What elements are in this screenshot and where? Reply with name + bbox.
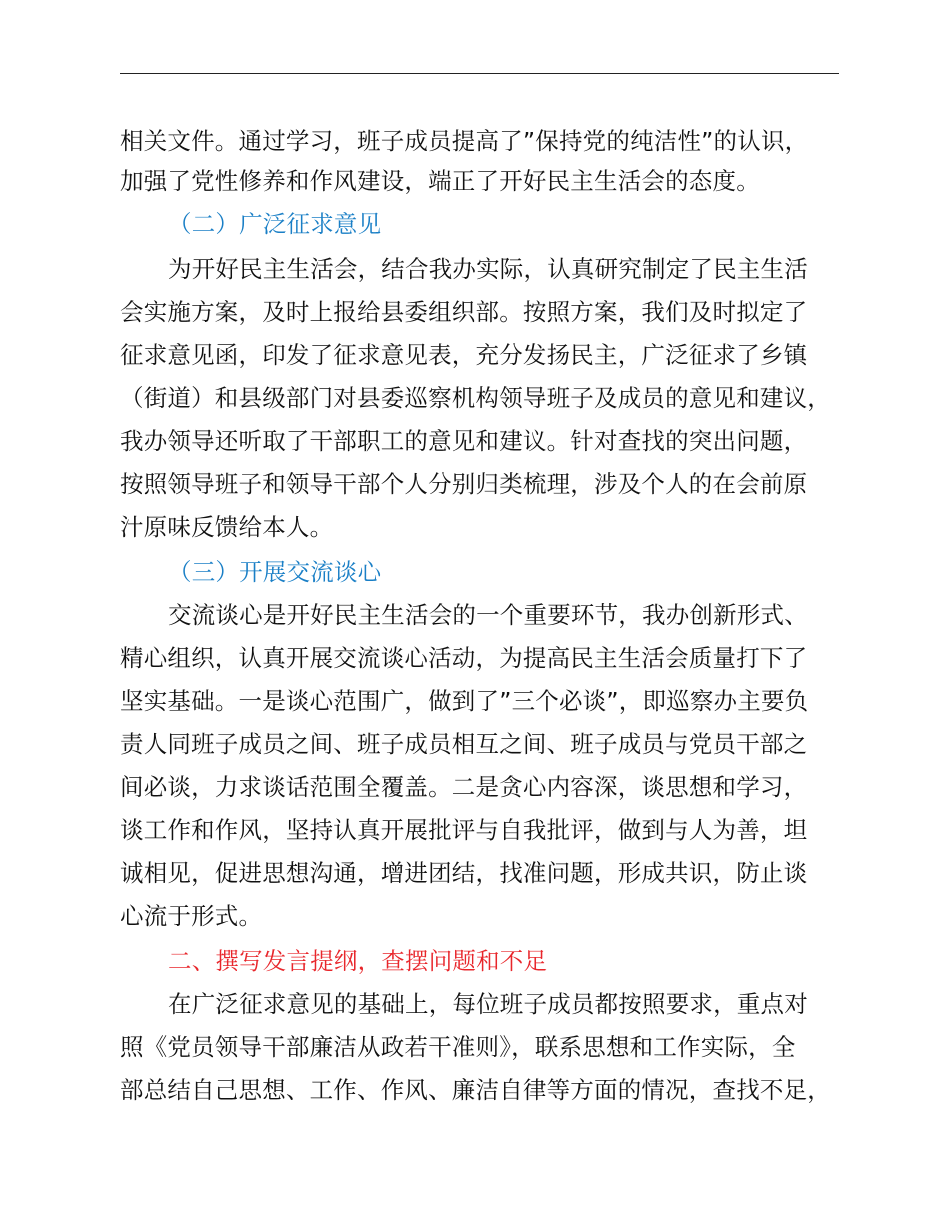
chapter-heading-2: 二、撰写发言提纲，查摆问题和不足 bbox=[168, 947, 548, 975]
body-text-line: 交流谈心是开好民主生活会的一个重要环节，我办创新形式、 bbox=[168, 601, 808, 629]
body-text-line: 间必谈，力求谈话范围全覆盖。二是贪心内容深，谈思想和学习， bbox=[120, 773, 808, 801]
section-heading-2: （二）广泛征求意见 bbox=[168, 210, 382, 238]
body-text-line: 征求意见函，印发了征求意见表，充分发扬民主，广泛征求了乡镇 bbox=[120, 341, 808, 369]
body-text-line: 我办领导还听取了干部职工的意见和建议。针对查找的突出问题， bbox=[120, 427, 808, 455]
body-text-line: 汁原味反馈给本人。 bbox=[120, 513, 334, 541]
body-text-line: 为开好民主生活会，结合我办实际，认真研究制定了民主生活 bbox=[168, 255, 808, 283]
body-text-line: 诚相见，促进思想沟通，增进团结，找准问题，形成共识，防止谈 bbox=[120, 859, 808, 887]
body-text-line: 照《党员领导干部廉洁从政若干准则》，联系思想和工作实际，全 bbox=[120, 1033, 796, 1061]
section-heading-3: （三）开展交流谈心 bbox=[168, 558, 382, 586]
body-text-line: 坚实基础。一是谈心范围广，做到了”三个必谈”，即巡察办主要负 bbox=[120, 687, 809, 715]
body-text-line: 会实施方案，及时上报给县委组织部。按照方案，我们及时拟定了 bbox=[120, 298, 808, 326]
header-rule bbox=[120, 73, 839, 74]
body-text-line: 相关文件。通过学习，班子成员提高了”保持党的纯洁性”的认识， bbox=[120, 127, 809, 155]
body-text-line: 责人同班子成员之间、班子成员相互之间、班子成员与党员干部之 bbox=[120, 730, 808, 758]
body-text-line: 按照领导班子和领导干部个人分别归类梳理，涉及个人的在会前原 bbox=[120, 470, 808, 498]
body-text-line: 加强了党性修养和作风建设，端正了开好民主生活会的态度。 bbox=[120, 167, 760, 195]
body-text-line: 部总结自己思想、工作、作风、廉洁自律等方面的情况，查找不足， bbox=[120, 1076, 831, 1104]
body-text-line: 在广泛征求意见的基础上，每位班子成员都按照要求，重点对 bbox=[168, 990, 808, 1018]
body-text-line: 精心组织，认真开展交流谈心活动，为提高民主生活会质量打下了 bbox=[120, 644, 808, 672]
body-text-line: 谈工作和作风，坚持认真开展批评与自我批评，做到与人为善，坦 bbox=[120, 816, 808, 844]
body-text-line: 心流于形式。 bbox=[120, 902, 263, 930]
body-text-line: （街道）和县级部门对县委巡察机构领导班子及成员的意见和建议， bbox=[120, 384, 831, 412]
